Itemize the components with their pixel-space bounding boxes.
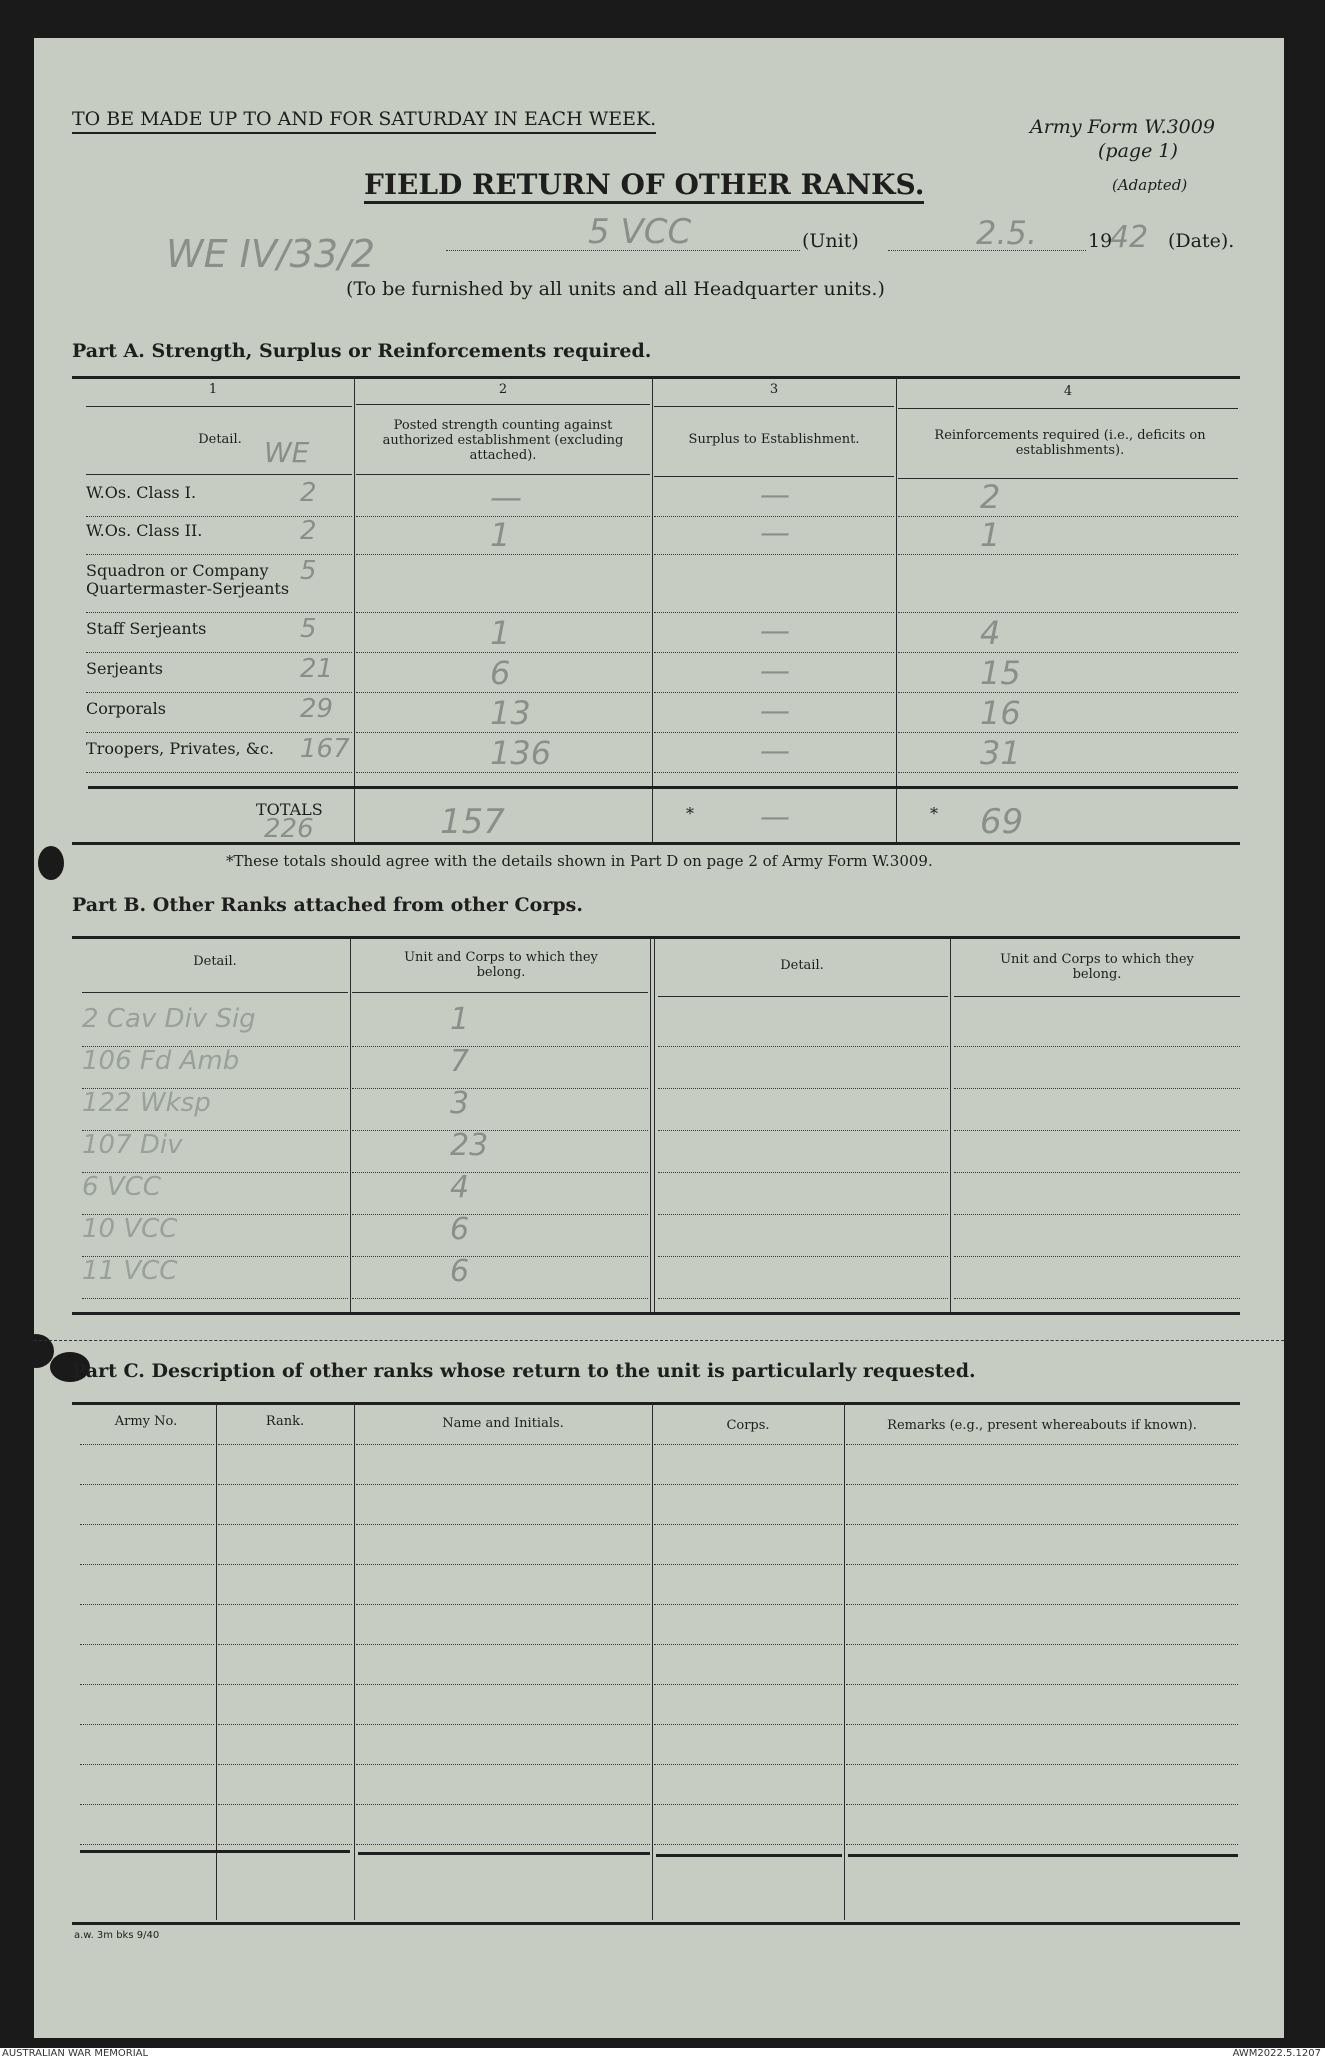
col-header-surplus: Surplus to Establishment.: [688, 432, 860, 447]
part-b-col-detail-2: Detail.: [780, 958, 824, 973]
row-rule: [80, 1844, 214, 1845]
row-rule: [86, 612, 352, 613]
print-code: a.w. 3m bks 9/40: [74, 1930, 160, 1941]
row-rule: [218, 1444, 352, 1445]
row-rule: [218, 1604, 352, 1605]
part-a-cell-surplus: —: [760, 614, 790, 649]
rule: [356, 404, 650, 405]
part-a-cell-we: 167: [300, 734, 350, 764]
part-b-row-count: 4: [450, 1170, 470, 1205]
row-rule: [218, 1804, 352, 1805]
row-rule: [654, 1444, 842, 1445]
part-a-cell-we: 29: [300, 694, 334, 724]
row-rule: [658, 1214, 948, 1215]
total-surplus: —: [760, 800, 790, 835]
row-rule: [80, 1484, 214, 1485]
part-a-cell-surplus: —: [760, 478, 790, 513]
handwritten-unit: 5 VCC: [588, 212, 692, 252]
part-b-row-count: 3: [450, 1086, 470, 1121]
row-rule: [898, 692, 1238, 693]
row-rule: [658, 1172, 948, 1173]
row-rule: [82, 1256, 348, 1257]
row-rule: [898, 652, 1238, 653]
row-rule: [86, 732, 352, 733]
row-rule: [356, 1564, 650, 1565]
row-rule: [82, 1130, 348, 1131]
part-b-row-count: 6: [450, 1212, 470, 1247]
part-b-row-detail: 106 Fd Amb: [82, 1046, 240, 1076]
part-b-row-detail: 11 VCC: [82, 1256, 178, 1286]
row-rule: [218, 1724, 352, 1725]
row-rule: [86, 554, 352, 555]
total-reinf-asterisk: *: [930, 804, 938, 823]
row-rule: [654, 1764, 842, 1765]
part-b-top-rule: [72, 936, 1240, 939]
part-a-cell-reinf: 31: [980, 734, 1021, 772]
form-number: Army Form W.3009: [1030, 116, 1215, 138]
part-a-cell-we: 2: [300, 516, 317, 546]
row-rule: [218, 1484, 352, 1485]
row-rule: [954, 1256, 1240, 1257]
part-b-col-unit: Unit and Corps to which they belong.: [404, 950, 598, 980]
part-c-col-remarks: Remarks (e.g., present whereabouts if known).: [887, 1418, 1197, 1433]
row-rule: [654, 554, 894, 555]
rule: [356, 474, 650, 475]
row-rule: [846, 1684, 1238, 1685]
part-b-bottom-rule: [72, 1312, 1240, 1315]
part-c-divider: [216, 1404, 217, 1920]
row-rule: [954, 1130, 1240, 1131]
row-rule: [80, 1564, 214, 1565]
row-rule: [846, 1524, 1238, 1525]
rule: [352, 992, 648, 993]
part-a-top-rule: [72, 376, 1240, 379]
row-rule: [80, 1444, 214, 1445]
row-rule: [356, 772, 650, 773]
col-number-4: 4: [1063, 384, 1073, 399]
part-c-col-army-no: Army No.: [114, 1414, 178, 1429]
part-a-cell-reinf: 2: [980, 478, 1001, 516]
row-rule: [356, 652, 650, 653]
totals-label: TOTALS: [256, 800, 323, 819]
col-number-2: 2: [498, 382, 508, 397]
rule: [954, 996, 1240, 997]
part-c-rule: [80, 1850, 350, 1853]
row-rule: [218, 1844, 352, 1845]
col-header-reinforcements: Reinforcements required (i.e., deficits on establishments).: [934, 428, 1206, 458]
part-a-cell-we: 5: [300, 614, 317, 644]
part-a-cell-posted: 13: [490, 694, 531, 732]
part-a-cell-posted: 6: [490, 654, 511, 692]
row-rule: [352, 1256, 648, 1257]
row-rule: [658, 1088, 948, 1089]
row-rule: [954, 1172, 1240, 1173]
total-posted: 157: [440, 802, 505, 842]
row-rule: [654, 772, 894, 773]
row-rule: [356, 1644, 650, 1645]
row-rule: [654, 732, 894, 733]
row-rule: [352, 1298, 648, 1299]
row-rule: [654, 1844, 842, 1845]
row-rule: [954, 1298, 1240, 1299]
handwritten-reference: WE IV/33/2: [166, 232, 375, 276]
part-b-row-count: 23: [450, 1128, 489, 1163]
part-a-row-detail: Corporals: [86, 699, 166, 718]
instruction-line: TO BE MADE UP TO AND FOR SATURDAY IN EACH WEEK.: [72, 108, 656, 134]
total-surplus-asterisk: *: [686, 804, 694, 823]
handwritten-we-header: WE: [264, 436, 310, 469]
part-a-cell-surplus: —: [760, 694, 790, 729]
row-rule: [654, 692, 894, 693]
row-rule: [654, 1804, 842, 1805]
row-rule: [218, 1564, 352, 1565]
part-a-cell-surplus: —: [760, 734, 790, 769]
rule: [658, 996, 948, 997]
row-rule: [654, 1484, 842, 1485]
row-rule: [356, 692, 650, 693]
row-rule: [356, 612, 650, 613]
part-a-bottom-rule: [72, 842, 1240, 845]
part-a-row-detail: Squadron or Company Quartermaster-Serjeants: [86, 561, 290, 598]
row-rule: [654, 1684, 842, 1685]
part-b-row-detail: 107 Div: [82, 1130, 183, 1160]
part-b-row-detail: 122 Wksp: [82, 1088, 211, 1118]
row-rule: [846, 1484, 1238, 1485]
row-rule: [356, 732, 650, 733]
rule: [86, 474, 352, 475]
row-rule: [658, 1256, 948, 1257]
part-a-cell-surplus: —: [760, 654, 790, 689]
row-rule: [356, 554, 650, 555]
handwritten-year: 42: [1110, 220, 1149, 255]
rule: [82, 992, 348, 993]
row-rule: [82, 1088, 348, 1089]
part-c-rule: [358, 1852, 650, 1855]
part-a-cell-posted: —: [490, 478, 522, 516]
part-b-row-detail: 6 VCC: [82, 1172, 161, 1202]
row-rule: [80, 1524, 214, 1525]
adapted-label: (Adapted): [1112, 176, 1188, 194]
total-reinforcements: 69: [980, 802, 1024, 842]
row-rule: [898, 612, 1238, 613]
part-a-divider: [652, 378, 653, 842]
part-c-bottom-rule: [72, 1922, 1240, 1925]
part-c-col-corps: Corps.: [726, 1418, 770, 1433]
row-rule: [846, 1844, 1238, 1845]
row-rule: [86, 692, 352, 693]
part-b-divider: [950, 938, 951, 1312]
part-a-cell-reinf: 1: [980, 516, 1001, 554]
footer-institution: AUSTRALIAN WAR MEMORIAL: [2, 2048, 149, 2059]
part-a-row-detail: Troopers, Privates, &c.: [86, 739, 275, 758]
row-rule: [654, 652, 894, 653]
row-rule: [654, 1564, 842, 1565]
part-a-cell-we: 2: [300, 478, 317, 508]
row-rule: [356, 1684, 650, 1685]
punch-hole: [38, 846, 64, 880]
row-rule: [846, 1764, 1238, 1765]
row-rule: [846, 1604, 1238, 1605]
row-rule: [846, 1444, 1238, 1445]
part-b-row-detail: 10 VCC: [82, 1214, 178, 1244]
row-rule: [82, 1172, 348, 1173]
part-c-divider: [844, 1404, 845, 1920]
row-rule: [218, 1764, 352, 1765]
part-a-row-detail: W.Os. Class I.: [86, 483, 197, 502]
row-rule: [86, 772, 352, 773]
page-title: FIELD RETURN OF OTHER RANKS.: [364, 168, 924, 204]
row-rule: [82, 1046, 348, 1047]
part-a-cell-posted: 1: [490, 614, 511, 652]
row-rule: [654, 1604, 842, 1605]
part-b-divider: [350, 938, 351, 1312]
part-a-heading: Part A. Strength, Surplus or Reinforcements required.: [72, 340, 652, 362]
part-c-top-rule: [72, 1402, 1240, 1405]
unit-label: (Unit): [802, 230, 859, 252]
row-rule: [846, 1804, 1238, 1805]
row-rule: [80, 1684, 214, 1685]
part-c-rule: [848, 1854, 1238, 1857]
row-rule: [954, 1046, 1240, 1047]
row-rule: [658, 1130, 948, 1131]
row-rule: [654, 1524, 842, 1525]
col-header-detail: Detail.: [198, 432, 242, 447]
rule: [654, 476, 894, 477]
rule: [86, 406, 352, 407]
row-rule: [954, 1214, 1240, 1215]
row-rule: [356, 1764, 650, 1765]
part-c-heading: Part C. Description of other ranks whose return to the unit is particularly requested.: [72, 1360, 976, 1382]
row-rule: [658, 1298, 948, 1299]
part-b-divider: [654, 938, 655, 1312]
footer-accession: AWM2022.5.1207: [1232, 2048, 1321, 2059]
part-b-row-count: 1: [450, 1002, 470, 1037]
part-a-cell-we: 21: [300, 654, 334, 684]
row-rule: [898, 516, 1238, 517]
row-rule: [352, 1088, 648, 1089]
row-rule: [82, 1298, 348, 1299]
row-rule: [218, 1644, 352, 1645]
archive-footer: [0, 2048, 1325, 2061]
part-c-rule: [656, 1854, 842, 1857]
row-rule: [654, 1644, 842, 1645]
row-rule: [898, 732, 1238, 733]
col-number-3: 3: [769, 382, 779, 397]
row-rule: [80, 1764, 214, 1765]
row-rule: [356, 1724, 650, 1725]
part-a-cell-reinf: 16: [980, 694, 1021, 732]
part-a-row-detail: W.Os. Class II.: [86, 521, 203, 540]
part-a-cell-reinf: 4: [980, 614, 1001, 652]
row-rule: [356, 1804, 650, 1805]
part-c-col-rank: Rank.: [265, 1414, 305, 1429]
part-b-row-detail: 2 Cav Div Sig: [82, 1004, 256, 1034]
row-rule: [86, 652, 352, 653]
rule: [654, 406, 894, 407]
part-a-cell-posted: 136: [490, 734, 552, 772]
handwritten-date: 2.5.: [976, 214, 1038, 252]
part-a-footnote: *These totals should agree with the details shown in Part D on page 2 of Army Form W.3009.: [226, 852, 933, 870]
row-rule: [898, 554, 1238, 555]
part-a-cell-surplus: —: [760, 516, 790, 551]
row-rule: [356, 1444, 650, 1445]
part-b-heading: Part B. Other Ranks attached from other Corps.: [72, 894, 583, 916]
part-a-cell-posted: 1: [490, 516, 511, 554]
part-b-col-unit-2: Unit and Corps to which they belong.: [1000, 952, 1194, 982]
row-rule: [80, 1724, 214, 1725]
row-rule: [218, 1684, 352, 1685]
subtitle: (To be furnished by all units and all Headquarter units.): [346, 278, 885, 300]
row-rule: [80, 1804, 214, 1805]
part-a-divider: [896, 378, 897, 842]
row-rule: [846, 1724, 1238, 1725]
year-prefix: 19: [1088, 230, 1113, 252]
row-rule: [898, 772, 1238, 773]
form-sheet: [34, 38, 1284, 2038]
row-rule: [954, 1088, 1240, 1089]
rule: [898, 408, 1238, 409]
part-b-row-count: 7: [450, 1044, 470, 1079]
part-c-divider: [354, 1404, 355, 1920]
part-a-cell-we: 5: [300, 556, 317, 586]
row-rule: [352, 1130, 648, 1131]
row-rule: [356, 1604, 650, 1605]
row-rule: [658, 1046, 948, 1047]
part-c-col-name: Name and Initials.: [442, 1416, 564, 1431]
date-label: (Date).: [1168, 230, 1235, 252]
rule: [898, 478, 1238, 479]
row-rule: [846, 1564, 1238, 1565]
page-number: (page 1): [1098, 140, 1178, 162]
part-a-row-detail: Serjeants: [86, 659, 163, 678]
row-rule: [846, 1644, 1238, 1645]
row-rule: [352, 1214, 648, 1215]
part-a-cell-reinf: 15: [980, 654, 1021, 692]
part-c-divider: [652, 1404, 653, 1920]
part-b-divider: [650, 938, 651, 1312]
row-rule: [356, 1844, 650, 1845]
row-rule: [80, 1604, 214, 1605]
col-header-posted: Posted strength counting against authorized establishment (excluding attached).: [382, 418, 624, 463]
row-rule: [356, 1484, 650, 1485]
cut-line: [34, 1340, 1284, 1341]
row-rule: [352, 1046, 648, 1047]
part-b-row-count: 6: [450, 1254, 470, 1289]
part-a-divider: [354, 378, 355, 842]
row-rule: [80, 1644, 214, 1645]
row-rule: [352, 1172, 648, 1173]
row-rule: [82, 1214, 348, 1215]
totals-rule: [88, 786, 1238, 789]
part-b-col-detail: Detail.: [193, 954, 237, 969]
total-we: 226: [264, 814, 314, 844]
row-rule: [218, 1524, 352, 1525]
row-rule: [356, 1524, 650, 1525]
row-rule: [654, 1724, 842, 1725]
col-number-1: 1: [208, 382, 218, 397]
part-a-row-detail: Staff Serjeants: [86, 619, 207, 638]
row-rule: [654, 612, 894, 613]
